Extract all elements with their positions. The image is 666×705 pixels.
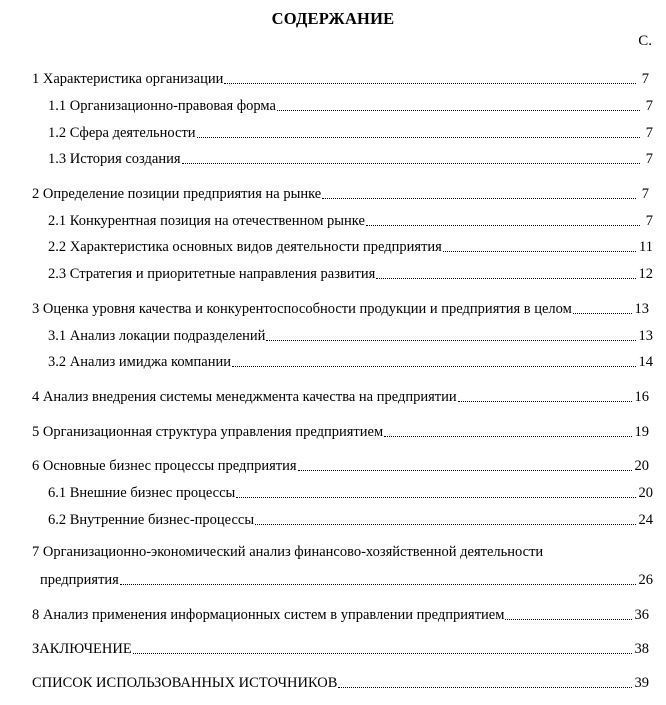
toc-entry-text: 1.1 Организационно-правовая форма [48, 98, 276, 114]
leader-dots [277, 110, 640, 111]
toc-entry-text: 5 Организационная структура управления предприятием [32, 424, 384, 440]
toc-entry[interactable] [0, 263, 666, 283]
toc-entry[interactable] [0, 68, 662, 88]
toc-entry-page: 7 [645, 125, 653, 141]
toc-entry-page: 11 [639, 239, 653, 255]
toc-entry-text: 3.2 Анализ имиджа компании [48, 354, 231, 370]
toc-entry-page: 16 [634, 389, 649, 405]
toc-entry-page: 7 [641, 71, 649, 87]
toc-entry[interactable] [0, 421, 662, 441]
leader-dots [338, 687, 631, 688]
toc-entry-text: 6.2 Внутренние бизнес-процессы [48, 512, 255, 528]
toc-entry[interactable] [0, 183, 662, 203]
leader-dots [197, 137, 640, 138]
leader-dots [505, 619, 631, 620]
leader-dots [376, 278, 635, 279]
toc-entry-text: 1 Характеристика организации [32, 71, 224, 87]
toc-entry-text: 8 Анализ применения информационных систем в управлении предприятием [32, 607, 505, 623]
leader-dots [255, 524, 635, 525]
toc-entry[interactable] [0, 638, 662, 658]
toc-entry[interactable] [0, 210, 666, 230]
toc-entry-text: 2.3 Стратегия и приоритетные направления развития [48, 266, 376, 282]
toc-entry-page: 38 [634, 641, 649, 657]
leader-dots [182, 163, 640, 164]
toc-entry-page: 14 [638, 354, 653, 370]
toc-entry-page: 26 [638, 572, 653, 588]
toc-entry-text-continued: предприятия [40, 572, 119, 588]
toc-entry-text: ЗАКЛЮЧЕНИЕ [32, 641, 132, 657]
document-title: СОДЕРЖАНИЕ [271, 9, 395, 28]
leader-dots [384, 436, 631, 437]
leader-dots [458, 401, 632, 402]
leader-dots [322, 198, 636, 199]
toc-entry-page: 7 [641, 186, 649, 202]
toc-entry-text: 2.1 Конкурентная позиция на отечественном рынке [48, 213, 365, 229]
toc-entry[interactable] [0, 509, 666, 529]
toc-entry[interactable] [0, 298, 662, 318]
toc-entry-text: 2.2 Характеристика основных видов деятельности предприятия [48, 239, 442, 255]
toc-entry-text: 3.1 Анализ локации подразделений [48, 328, 266, 344]
toc-entry-page: 24 [638, 512, 653, 528]
toc-entry-page: 12 [638, 266, 653, 282]
toc-entry[interactable] [0, 148, 666, 168]
leader-dots [232, 366, 636, 367]
page-column-label: С. [638, 33, 652, 49]
toc-entry[interactable] [0, 482, 666, 502]
toc-entry-page: 7 [645, 151, 653, 167]
toc-entry[interactable] [0, 325, 666, 345]
toc-entry-text: 4 Анализ внедрения системы менеджмента качества на предприятии [32, 389, 457, 405]
toc-entry-page: 7 [645, 213, 653, 229]
leader-dots [120, 584, 636, 585]
toc-entry-page: 20 [634, 458, 649, 474]
toc-entry-page: 20 [638, 485, 653, 501]
toc-entry-page: 13 [634, 301, 649, 317]
toc-entry-text: СПИСОК ИСПОЛЬЗОВАННЫХ ИСТОЧНИКОВ [32, 675, 338, 691]
toc-entry-first-line[interactable] [0, 543, 666, 563]
toc-entry-text: 7 Организационно-экономический анализ финансово-хозяйственной деятельности [32, 544, 544, 560]
toc-entry-page: 7 [645, 98, 653, 114]
toc-entry[interactable] [0, 455, 662, 475]
toc-entry[interactable] [0, 672, 662, 692]
toc-entry[interactable] [0, 236, 666, 256]
leader-dots [573, 313, 632, 314]
leader-dots [224, 83, 636, 84]
leader-dots [366, 225, 640, 226]
toc-entry-text: 1.3 История создания [48, 151, 181, 167]
toc-entry-text: 6.1 Внешние бизнес процессы [48, 485, 236, 501]
toc-entry[interactable] [0, 122, 666, 142]
toc-entry[interactable] [0, 386, 662, 406]
leader-dots [443, 251, 636, 252]
leader-dots [298, 470, 632, 471]
toc-entry-page: 39 [634, 675, 649, 691]
toc-entry[interactable] [0, 95, 666, 115]
toc-entry[interactable] [0, 604, 662, 624]
leader-dots [236, 497, 635, 498]
toc-entry-page: 13 [638, 328, 653, 344]
toc-entry[interactable] [0, 351, 666, 371]
leader-dots [133, 653, 632, 654]
toc-entry-page: 36 [634, 607, 649, 623]
toc-entry-text: 3 Оценка уровня качества и конкурентоспособности продукции и предприятия в целом [32, 301, 572, 317]
toc-entry-text: 2 Определение позиции предприятия на рынке [32, 186, 322, 202]
leader-dots [266, 340, 635, 341]
toc-entry[interactable] [0, 569, 666, 589]
toc-entry-text: 1.2 Сфера деятельности [48, 125, 196, 141]
toc-entry-page: 19 [634, 424, 649, 440]
toc-entry-text: 6 Основные бизнес процессы предприятия [32, 458, 297, 474]
